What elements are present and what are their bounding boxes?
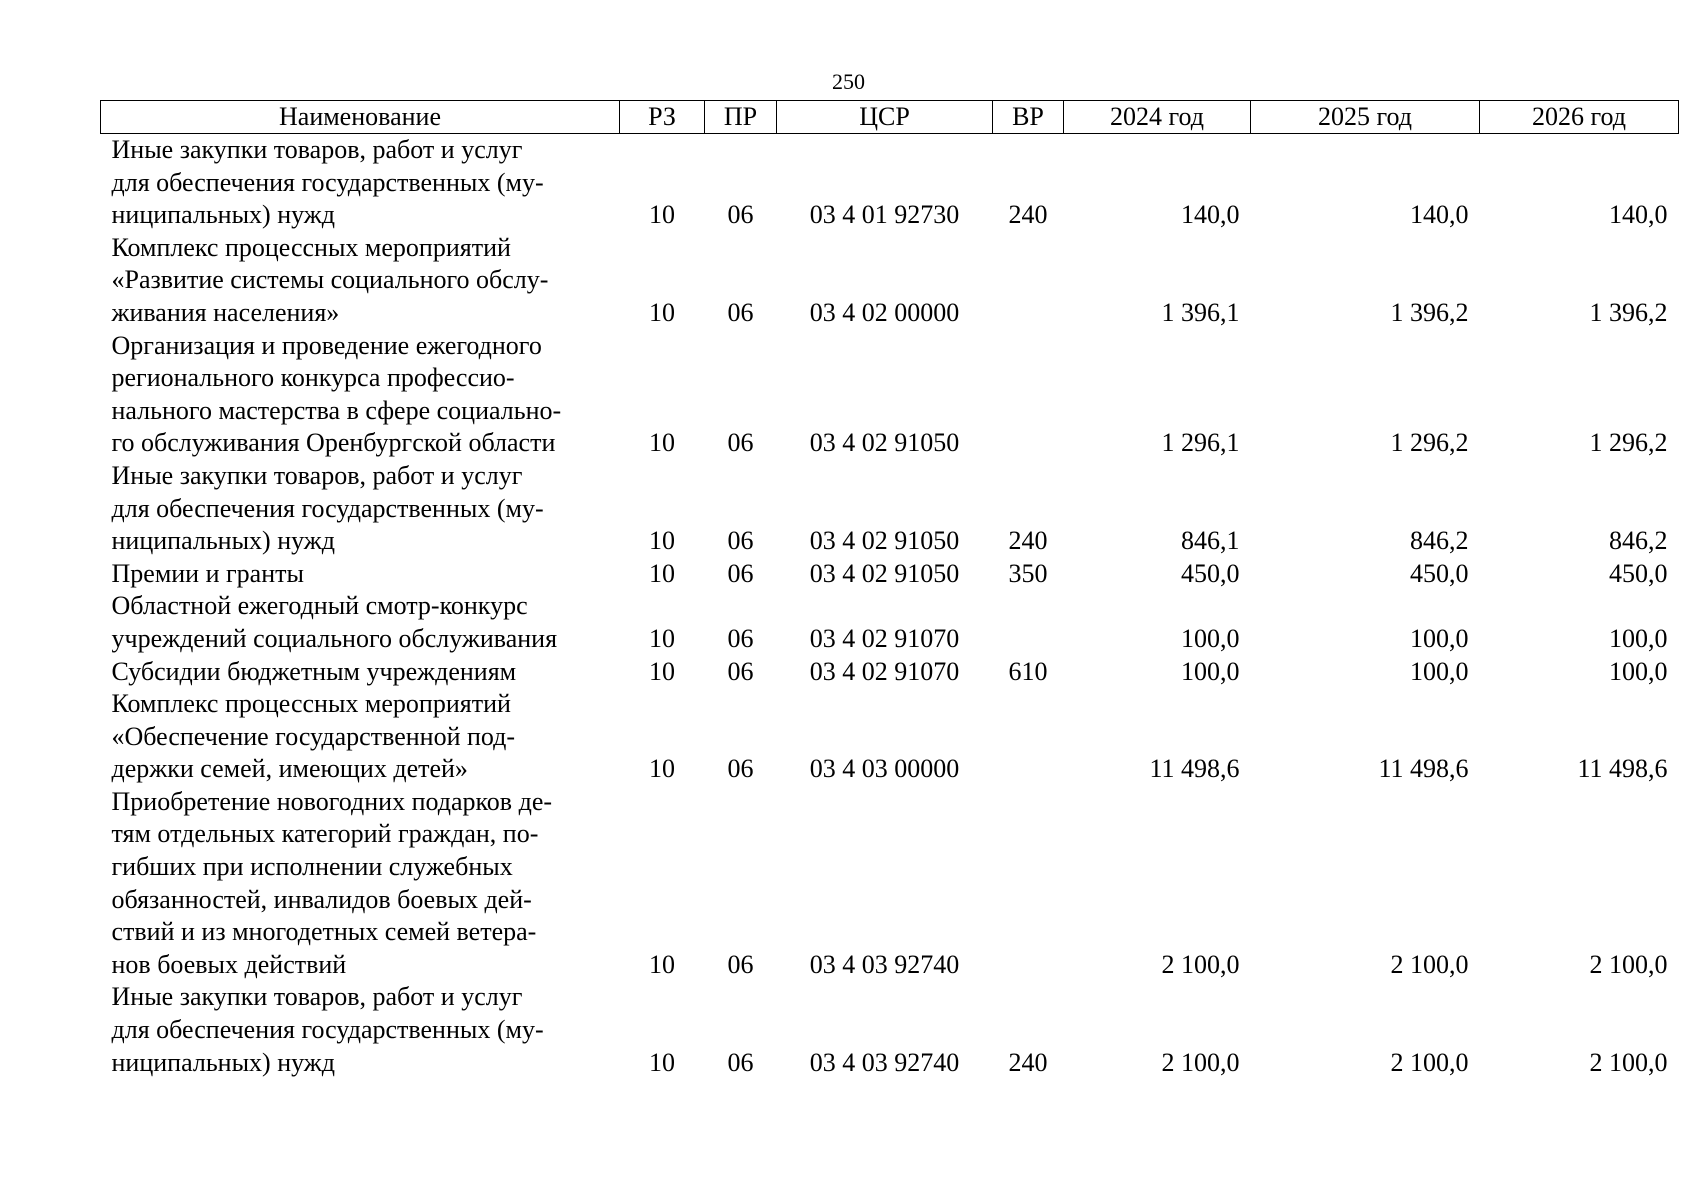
row-pr: 06	[727, 428, 754, 458]
row-name: Премии и гранты	[111, 558, 304, 588]
row-2026: 100,0	[1609, 656, 1668, 686]
row-csr: 03 4 02 00000	[809, 297, 960, 327]
row-pr: 06	[727, 623, 754, 653]
row-2024: 2 100,0	[1161, 1047, 1240, 1077]
row-name: Иные закупки товаров, работ и услуг для обеспечения государственных (му- ниципальных) нужд	[111, 135, 544, 230]
header-name: Наименование	[101, 101, 620, 134]
header-vr: ВР	[993, 101, 1064, 134]
row-2025: 450,0	[1410, 558, 1469, 588]
table-row	[101, 330, 1679, 460]
row-2024: 846,1	[1181, 526, 1240, 556]
header-rz: РЗ	[620, 101, 705, 134]
row-2025: 2 100,0	[1390, 949, 1469, 979]
table-row	[101, 590, 1679, 655]
row-rz: 10	[649, 1047, 675, 1077]
row-2024: 2 100,0	[1161, 949, 1240, 979]
row-rz: 10	[649, 949, 675, 979]
table-row	[101, 558, 1679, 591]
row-rz: 10	[649, 297, 675, 327]
row-name: Субсидии бюджетным учреждениям	[111, 656, 517, 686]
header-2024: 2024 год	[1064, 101, 1251, 134]
row-rz: 10	[649, 656, 675, 686]
table-row	[101, 656, 1679, 689]
row-2026: 450,0	[1609, 558, 1668, 588]
header-2025: 2025 год	[1251, 101, 1480, 134]
row-rz: 10	[649, 754, 675, 784]
row-2026: 2 100,0	[1589, 1047, 1668, 1077]
header-csr: ЦСР	[777, 101, 993, 134]
row-vr: 610	[1008, 656, 1048, 686]
row-2026: 140,0	[1609, 200, 1668, 230]
table-row	[101, 688, 1679, 786]
row-name: Областной ежегодный смотр-конкурс учреждений социального обслуживания	[111, 591, 558, 653]
budget-table	[100, 100, 1679, 1079]
row-2025: 140,0	[1410, 200, 1469, 230]
row-pr: 06	[727, 526, 754, 556]
row-pr: 06	[727, 754, 754, 784]
row-name: Организация и проведение ежегодного регионального конкурса профессио- нального мастерства в сфере социально- го обслуживания Оренбургской области	[111, 330, 562, 458]
page-number: 250	[832, 69, 865, 94]
row-2024: 100,0	[1181, 656, 1240, 686]
row-csr: 03 4 03 92740	[809, 1047, 960, 1077]
row-vr: 350	[1008, 558, 1048, 588]
row-2026: 2 100,0	[1589, 949, 1668, 979]
table-header	[101, 101, 1679, 134]
row-2025: 1 296,2	[1390, 428, 1469, 458]
row-vr: 240	[1008, 200, 1048, 230]
row-2024: 450,0	[1181, 558, 1240, 588]
row-2026: 1 396,2	[1589, 297, 1668, 327]
row-rz: 10	[649, 526, 675, 556]
row-2025: 100,0	[1410, 623, 1469, 653]
row-2026: 846,2	[1609, 526, 1668, 556]
table-row	[101, 460, 1679, 558]
row-vr: 240	[1008, 1047, 1048, 1077]
header-row	[101, 101, 1679, 134]
table-row	[101, 981, 1679, 1079]
table-row	[101, 786, 1679, 982]
table-body	[101, 134, 1679, 1080]
row-name: Приобретение новогодних подарков де- тям отдельных категорий граждан, по- гибших при исполнении служебных обязанностей, инвалидов боевых дей- ствий и из многодетных семей ветера- нов боевых действий	[111, 786, 553, 979]
row-csr: 03 4 02 91070	[809, 623, 960, 653]
row-pr: 06	[727, 297, 754, 327]
row-2024: 11 498,6	[1149, 754, 1240, 784]
row-2025: 846,2	[1410, 526, 1469, 556]
row-csr: 03 4 02 91070	[809, 656, 960, 686]
row-csr: 03 4 01 92730	[809, 200, 960, 230]
row-vr	[993, 786, 1064, 982]
table-row	[101, 134, 1679, 232]
row-rz: 10	[649, 558, 675, 588]
header-pr: ПР	[705, 101, 777, 134]
row-pr: 06	[727, 949, 754, 979]
row-name: Комплекс процессных мероприятий «Обеспечение государственной под- держки семей, имеющих детей»	[111, 689, 516, 784]
row-2025: 11 498,6	[1378, 754, 1469, 784]
row-name: Комплекс процессных мероприятий «Развитие системы социального обслу- живания населения»	[111, 232, 549, 327]
row-2026: 1 296,2	[1589, 428, 1668, 458]
row-2024: 1 296,1	[1161, 428, 1240, 458]
header-2026: 2026 год	[1480, 101, 1679, 134]
row-csr: 03 4 03 00000	[809, 754, 960, 784]
row-2026: 100,0	[1609, 623, 1668, 653]
row-csr: 03 4 02 91050	[809, 428, 960, 458]
row-2025: 1 396,2	[1390, 297, 1469, 327]
row-rz: 10	[649, 200, 675, 230]
row-2024: 1 396,1	[1161, 297, 1240, 327]
row-csr: 03 4 02 91050	[809, 558, 960, 588]
row-rz: 10	[649, 428, 675, 458]
row-vr	[993, 232, 1064, 330]
row-vr	[993, 330, 1064, 460]
row-rz: 10	[649, 623, 675, 653]
row-2026: 11 498,6	[1577, 754, 1668, 784]
row-csr: 03 4 02 91050	[809, 526, 960, 556]
row-name: Иные закупки товаров, работ и услуг для обеспечения государственных (му- ниципальных) нужд	[111, 982, 544, 1077]
row-pr: 06	[727, 558, 754, 588]
row-pr: 06	[727, 200, 754, 230]
row-vr	[993, 688, 1064, 786]
table-row	[101, 232, 1679, 330]
row-2025: 2 100,0	[1390, 1047, 1469, 1077]
row-name: Иные закупки товаров, работ и услуг для обеспечения государственных (му- ниципальных) нужд	[111, 460, 544, 556]
row-pr: 06	[727, 1047, 754, 1077]
row-pr: 06	[727, 656, 754, 686]
row-2024: 140,0	[1181, 200, 1240, 230]
row-vr: 240	[1008, 526, 1048, 556]
row-csr: 03 4 03 92740	[809, 949, 960, 979]
row-2025: 100,0	[1410, 656, 1469, 686]
row-vr	[993, 590, 1064, 655]
row-2024: 100,0	[1181, 623, 1240, 653]
